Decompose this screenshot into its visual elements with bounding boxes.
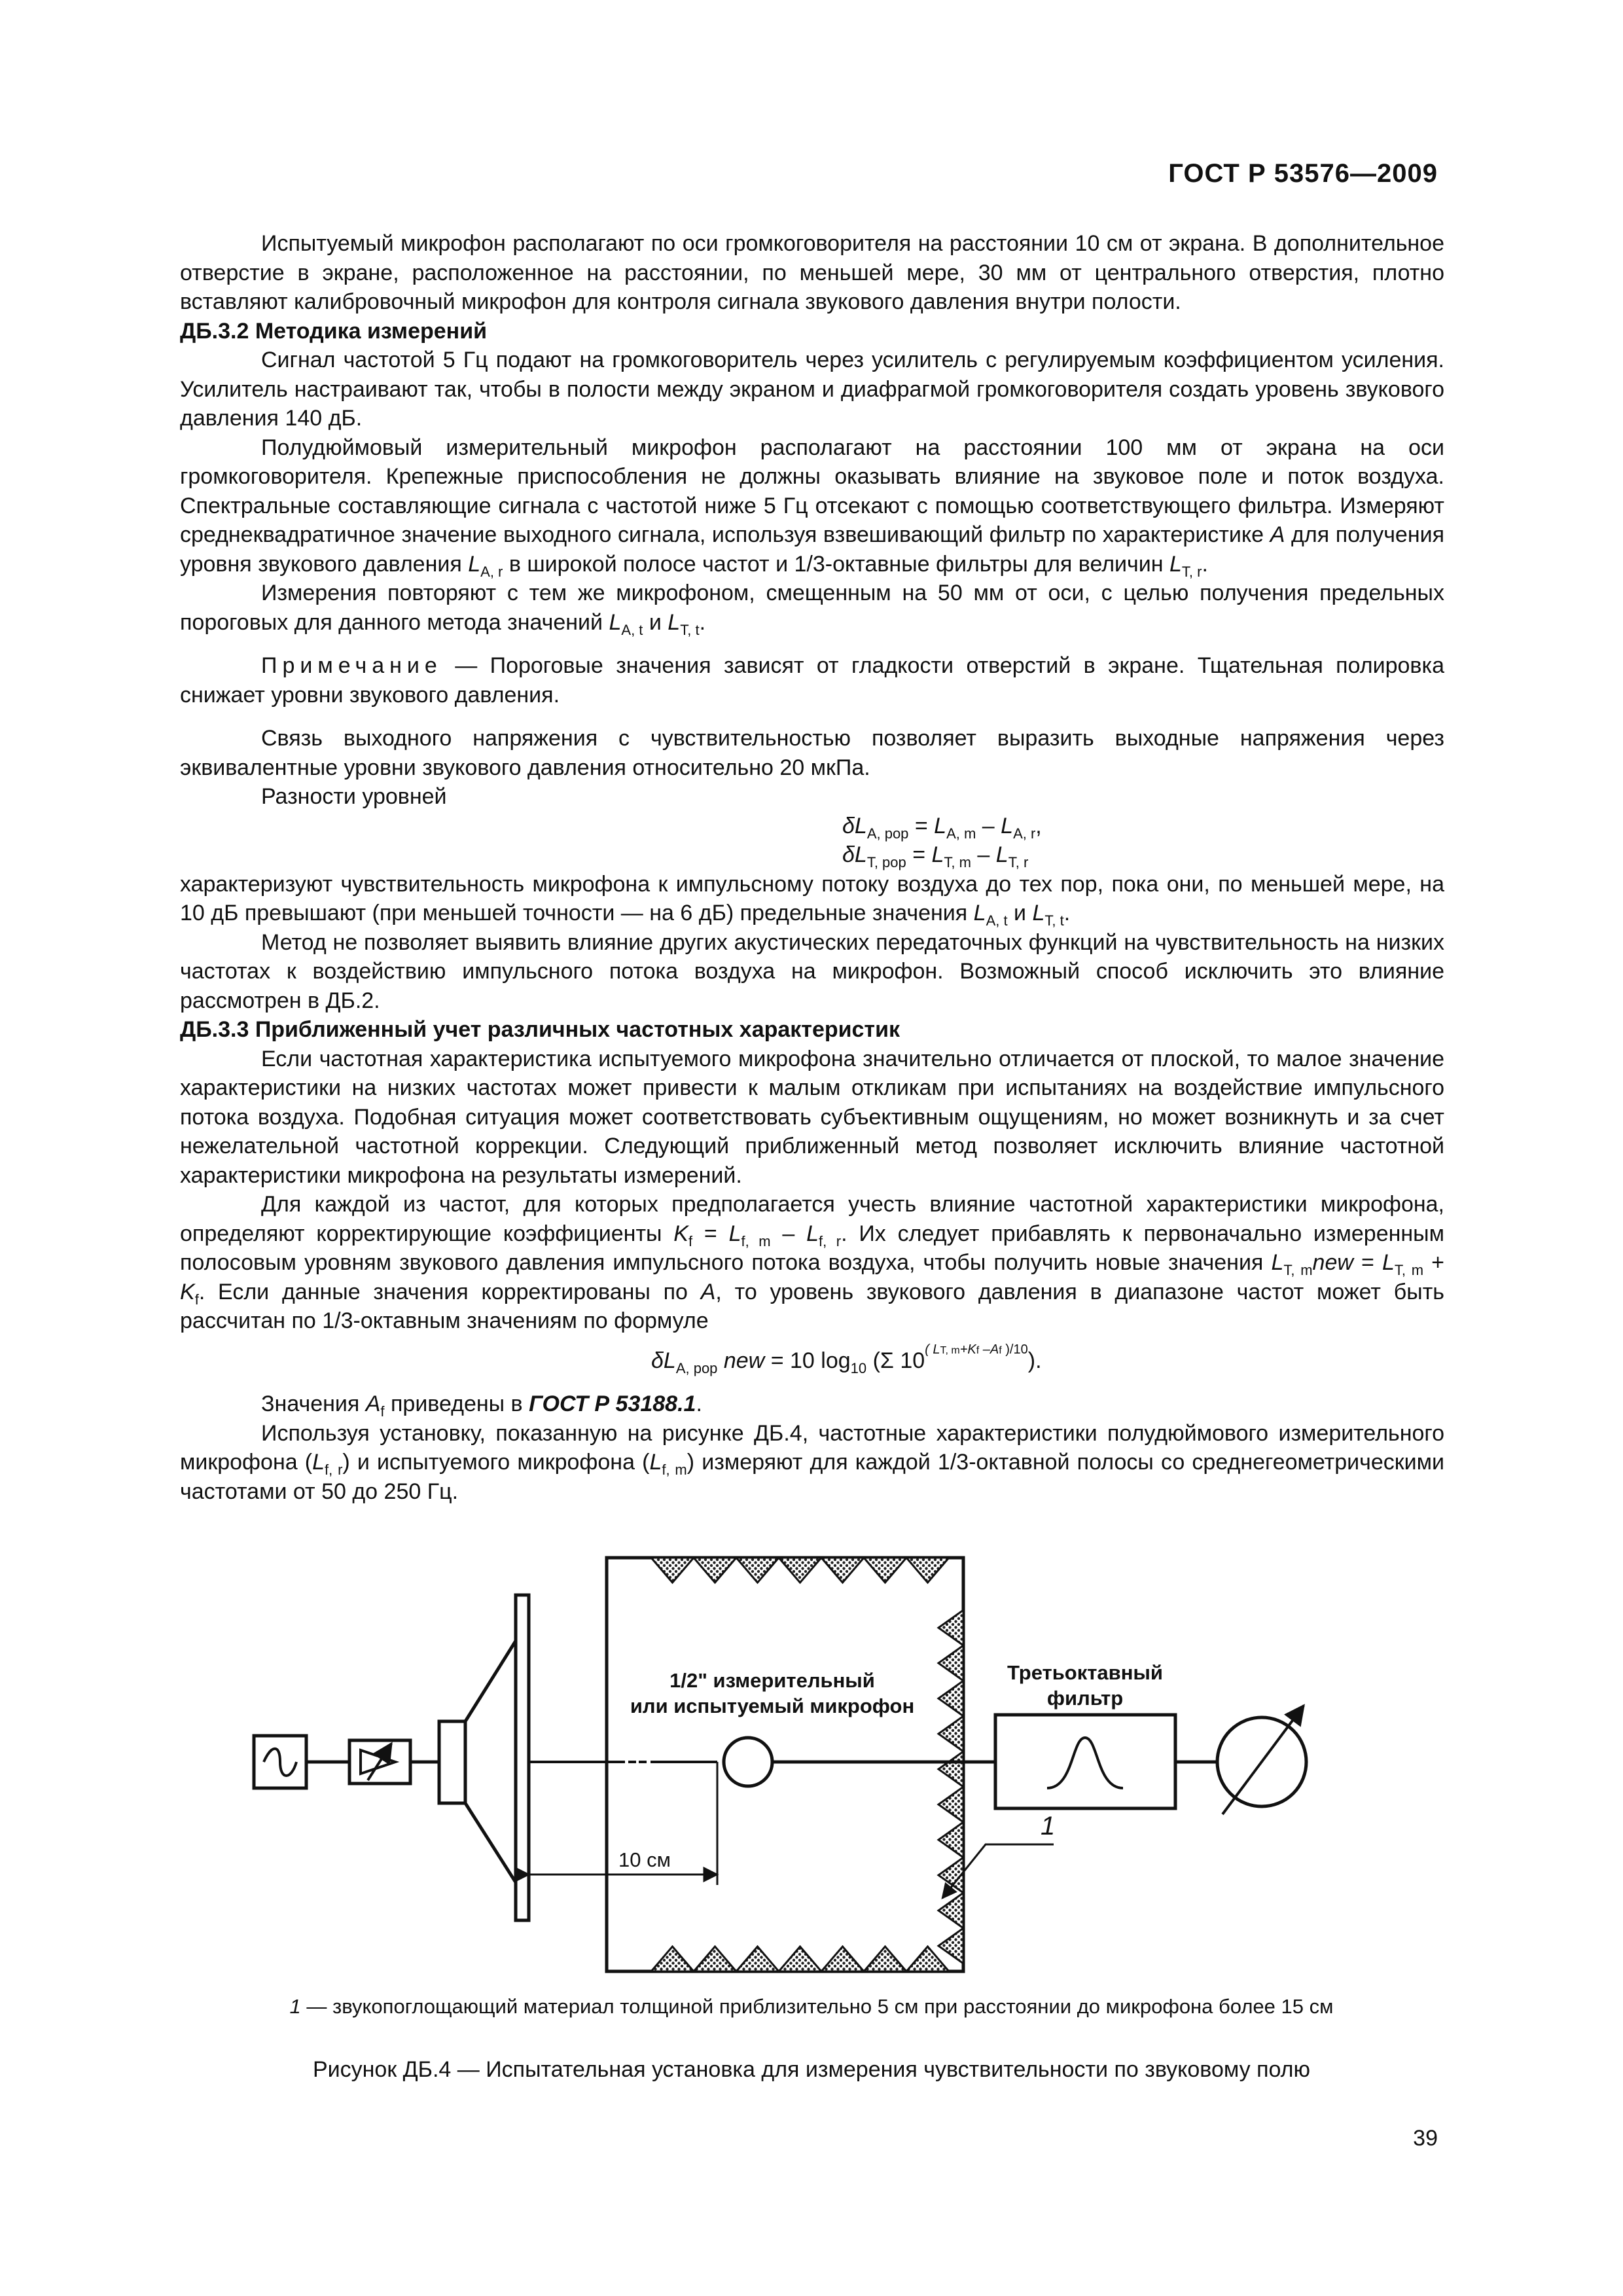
absorber-right — [938, 1610, 963, 1964]
page-number: 39 — [1413, 2126, 1438, 2151]
paragraph: Значения $A_f$ приведены в ГОСТ Р 53188.1. — [261, 1391, 702, 1420]
absorber-wedge — [864, 1946, 906, 1971]
formula: $\delta L_{A, pop}$ new = 10 $\log_{10} (\Sigma$ $10^{( LT, m+Kf -Af )/10}$). — [651, 1342, 1042, 1376]
absorber-wedge — [906, 1946, 949, 1971]
figure-caption: Рисунок ДБ.4 — Испытательная установка для измерения чувствительности по звуковому полю — [312, 2057, 1311, 2082]
filter-label-line2: фильтр — [1046, 1687, 1124, 1710]
paragraph: Измерения повторяют с тем же микрофоном, смещенным на 50 мм от оси, с целью получения предельных пороговых для данного метода значений $L_{A, t}$ и $L_{T, t}$. — [180, 581, 1444, 638]
absorber-wedge — [938, 1893, 963, 1928]
gain-adjust-arrow — [368, 1744, 391, 1780]
document-code: ГОСТ Р 53576—2009 — [1168, 159, 1438, 188]
paragraph: Сигнал частотой 5 Гц подают на громкоговоритель через усилитель с регулируемым коэффициентом усиления. Усилитель настраивают так, чтобы в полости между экраном и диафрагмой громкоговорителя создать уровень звукового давления 140 дБ. — [180, 348, 1444, 431]
absorber-wedge — [938, 1751, 963, 1787]
distance-label: 10 см — [618, 1848, 671, 1871]
formula: $\delta L_{T, pop} = L_{T, m} - L_{T, r}$ — [842, 842, 1029, 870]
absorber-bottom — [651, 1946, 949, 1971]
absorber-wedge — [906, 1558, 949, 1583]
absorber-wedge — [938, 1928, 963, 1964]
absorber-wedge — [821, 1946, 864, 1971]
absorber-wedge — [736, 1558, 779, 1583]
absorber-wedge — [938, 1822, 963, 1857]
absorber-wedge — [651, 1946, 694, 1971]
filter-label-line1: Третьоктавный — [1007, 1661, 1163, 1684]
screen-plate — [516, 1595, 529, 1920]
sine-icon — [264, 1749, 296, 1776]
paragraph: Если частотная характеристика испытуемого микрофона значительно отличается от плоской, то малое значение характеристики на низких частотах может привести к малым откликам при испытаниях на воздействие импульсного потока воздуха. Подобная ситуация может соответствовать субъективным ощущениям, но может возникнуть и за счет нежелательной частотной коррекции. Следующий приближенный метод позволяет исключить влияние частотной характеристики микрофона на результаты измерений. — [180, 1046, 1444, 1188]
paragraph: Для каждой из частот, для которых предполагается учесть влияние частотной характеристики микрофона, определяют корректирующие коэффициенты $K_f = L_{f, m} - L_{f, r}$. Их следует прибавлять к первоначально измеренным полосовым уровням звукового давления импульсного потока воздуха, чтобы получить новые значения $L_{T, m}new = L_{T, m} + K_f$. Если данные значения корректированы по A, то уровень звукового давления в диапазоне частот может быть рассчитан по 1/3-октавным значениям по формуле — [180, 1192, 1444, 1333]
section-heading: ДБ.3.2 Методика измерений — [180, 318, 488, 344]
absorber-wedge — [736, 1946, 779, 1971]
note-label: Примечание — [261, 653, 442, 678]
paragraph: Метод не позволяет выявить влияние других акустических передаточных функций на чувствительность на низких частотах к воздействию импульсного потока воздуха на микрофон. Возможный способ исключить это влияние рассмотрен в ДБ.2. — [180, 929, 1444, 1013]
bandpass-icon — [1047, 1738, 1123, 1788]
absorber-wedge — [938, 1787, 963, 1822]
absorber-wedge — [651, 1558, 694, 1583]
figure-legend: 1 — звукопоглощающий материал толщиной приблизительно 5 см при расстоянии до микрофона более 15 см — [289, 1995, 1334, 2018]
absorber-top — [651, 1558, 949, 1583]
paragraph: Испытуемый микрофон располагают по оси громкоговорителя на расстоянии 10 см от экрана. В дополнительное отверстие в экране, расположенное на расстоянии, по меньшей мере, 30 мм от центрального отверстия, плотно вставляют калибровочный микрофон для контроля сигнала звукового давления внутри полости. — [180, 231, 1444, 314]
callout-number: 1 — [1041, 1812, 1056, 1840]
absorber-wedge — [694, 1946, 736, 1971]
microphone — [724, 1738, 772, 1786]
paragraph: характеризуют чувствительность микрофона к импульсному потоку воздуха до тех пор, пока они, по меньшей мере, на 10 дБ превышают (при меньшей точности — на 6 дБ) предельные значения $L_{A, t}$ и $L_{T, t}$. — [180, 871, 1444, 929]
absorber-wedge — [864, 1558, 906, 1583]
note: Примечание — Пороговые значения зависят от гладкости отверстий в экране. Тщательная полировка снижает уровни звукового давления. — [180, 653, 1444, 708]
absorber-wedge — [938, 1645, 963, 1681]
paragraph: Связь выходного напряжения с чувствительностью позволяет выразить выходные напряжения через эквивалентные уровни звукового давления относительно 20 мкПа. — [180, 726, 1444, 780]
mic-label-line2: или испытуемый микрофон — [630, 1695, 915, 1717]
formula: $\delta L_{A, pop} = L_{A, m} - L_{A, r}$, — [842, 813, 1042, 842]
absorber-wedge — [779, 1946, 821, 1971]
paragraph: Полудюймовый измерительный микрофон располагают на расстоянии 100 мм от экрана на оси громкоговорителя. Крепежные приспособления не должны оказывать влияние на звуковое поле и поток воздуха. Спектральные составляющие сигнала с частотой ниже 5 Гц отсекают с помощью соответствующего фильтра. Измеряют среднеквадратичное значение выходного сигнала, используя взвешивающий фильтр по характеристике A для получения уровня звукового давления $L_{A, r}$ в широкой полосе частот и 1/3-октавные фильтры для величин $L_{T, r}$. — [180, 435, 1444, 580]
paragraph: Используя установку, показанную на рисунке ДБ.4, частотные характеристики полудюймового измерительного микрофона $(L_{f, r})$ и испытуемого микрофона $(L_{f, m})$ измеряют для каждой 1/3-октавной полосы со среднегеометрическими частотами от 50 до 250 Гц. — [180, 1420, 1444, 1504]
paragraph: Разности уровней — [261, 784, 447, 809]
meter-needle-icon — [1222, 1706, 1304, 1814]
absorber-wedge — [938, 1681, 963, 1716]
absorber-wedge — [938, 1610, 963, 1645]
loudspeaker — [439, 1721, 465, 1803]
absorber-wedge — [779, 1558, 821, 1583]
absorber-wedge — [694, 1558, 736, 1583]
mic-label-line1: 1/2" измерительный — [669, 1669, 875, 1692]
third-octave-filter — [995, 1715, 1175, 1808]
absorber-wedge — [938, 1716, 963, 1751]
section-heading: ДБ.3.3 Приближенный учет различных частотных характеристик — [180, 1017, 901, 1042]
chamber — [607, 1558, 963, 1971]
absorber-wedge — [821, 1558, 864, 1583]
